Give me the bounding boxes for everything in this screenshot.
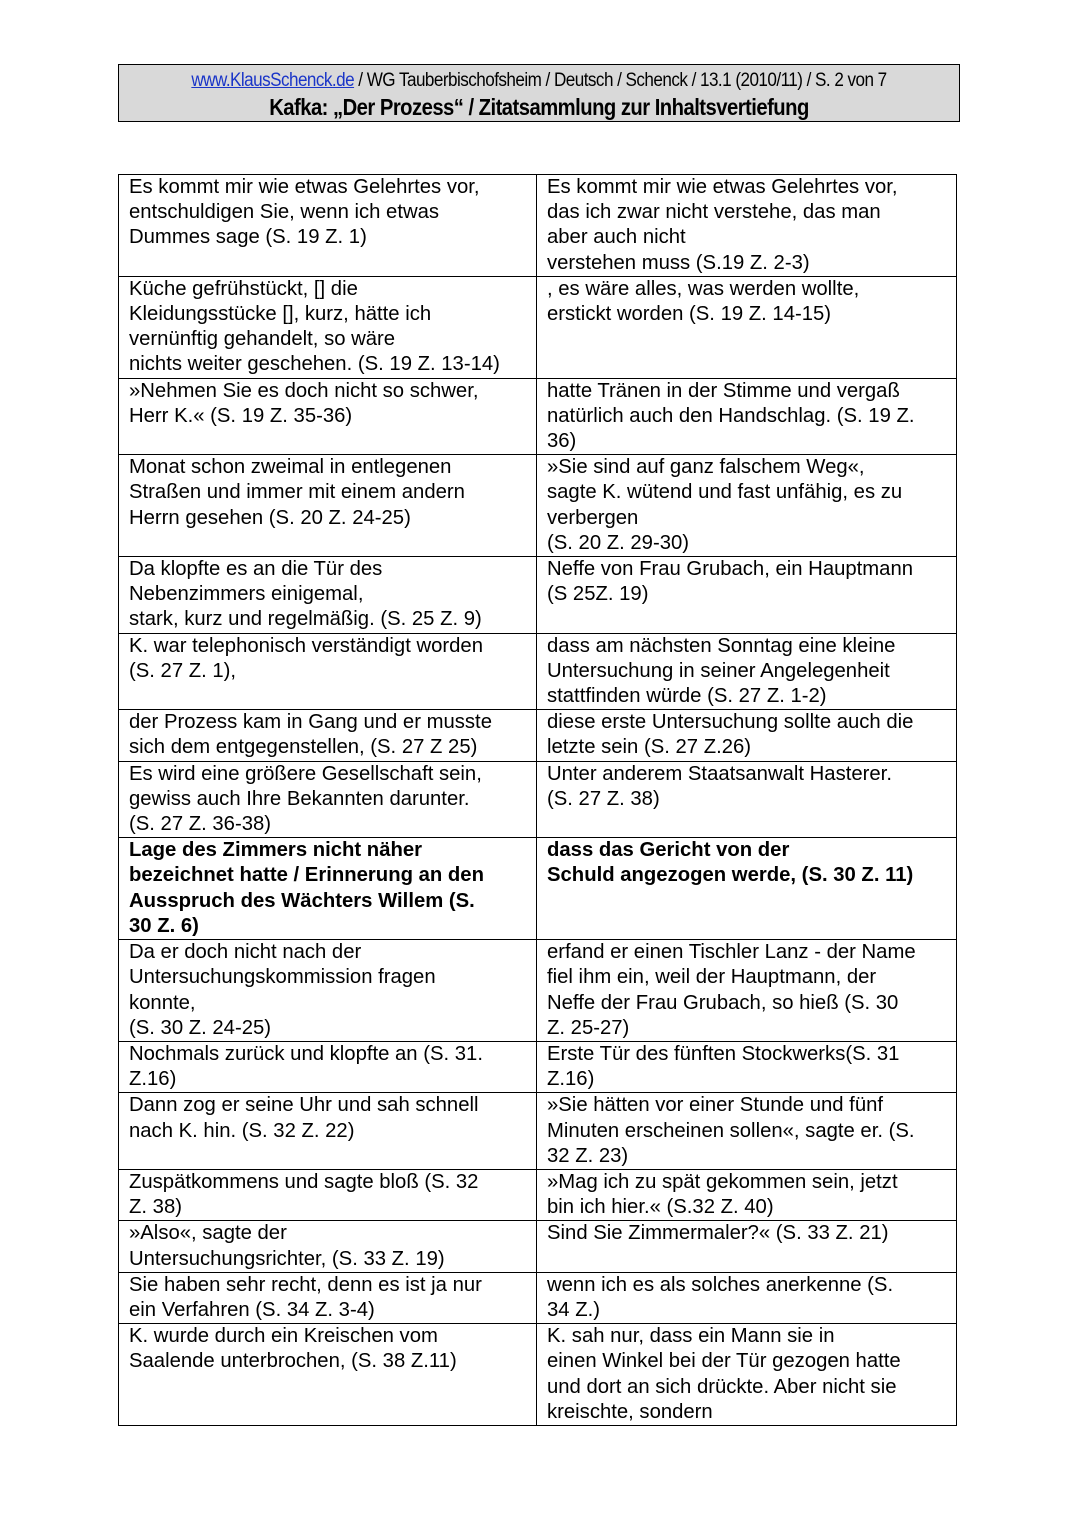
quote-cell-right — [537, 1169, 957, 1220]
quote-text: Es wird eine größere Gesellschaft sein, gewiss auch Ihre Bekannten darunter. (S. 27 Z. 36-38) — [129, 762, 482, 836]
header-course-info: / WG Tauberbischofsheim / Deutsch / Schenck / 13.1 (2010/11) / S. 2 von 7 — [354, 70, 887, 91]
table-row — [119, 838, 957, 940]
quote-cell-left — [119, 633, 537, 710]
quote-cell-left — [119, 1324, 537, 1426]
quote-text: K. wurde durch ein Kreischen vom Saalende unterbrochen, (S. 38 Z.11) — [129, 1325, 457, 1373]
table-row — [119, 1169, 957, 1220]
table-row — [119, 1093, 957, 1170]
quote-text: Es kommt mir wie etwas Gelehrtes vor, das ich zwar nicht verstehe, das man aber auch nicht verstehen muss (S.19 Z. 2-3) — [547, 176, 898, 274]
table-row — [119, 557, 957, 634]
quote-text: Lage des Zimmers nicht näher bezeichnet hatte / Erinnerung an den Ausspruch des Wächters Willem (S. 30 Z. 6) — [129, 839, 484, 937]
quote-text: Erste Tür des fünften Stockwerks(S. 31 Z.16) — [547, 1042, 900, 1091]
quote-text: Zuspätkommens und sagte bloß (S. 32 Z. 38) — [129, 1170, 479, 1219]
quote-text: Sind Sie Zimmermaler?« (S. 33 Z. 21) — [547, 1222, 889, 1245]
quote-cell-right — [537, 175, 957, 277]
quote-text: »Sie sind auf ganz falschem Weg«, sagte K. wütend und fast unfähig, es zu verbergen (S. 20 Z. 29-30) — [547, 456, 903, 554]
quote-cell-right — [537, 633, 957, 710]
quote-cell-left — [119, 710, 537, 761]
quote-cell-left — [119, 838, 537, 940]
quote-cell-left — [119, 455, 537, 557]
table-row — [119, 1221, 957, 1272]
quote-cell-left — [119, 557, 537, 634]
quote-cell-right — [537, 378, 957, 455]
quote-text: Dann zog er seine Uhr und sah schnell nach K. hin. (S. 32 Z. 22) — [129, 1094, 479, 1142]
quote-text: diese erste Untersuchung sollte auch die letzte sein (S. 27 Z.26) — [547, 711, 914, 759]
quote-text: dass das Gericht von der Schuld angezogen werde, (S. 30 Z. 11) — [547, 839, 914, 887]
quote-text: »Mag ich zu spät gekommen sein, jetzt bin ich hier.« (S.32 Z. 40) — [547, 1170, 898, 1219]
quote-text: wenn ich es als solches anerkenne (S. 34 Z.) — [547, 1273, 894, 1321]
table-row — [119, 175, 957, 277]
quote-cell-right — [537, 761, 957, 838]
quote-text: Da er doch nicht nach der Untersuchungskommission fragen konnte, (S. 30 Z. 24-25) — [129, 941, 436, 1039]
table-row — [119, 276, 957, 378]
table-row — [119, 378, 957, 455]
table-row — [119, 633, 957, 710]
quote-cell-right — [537, 557, 957, 634]
table-row — [119, 455, 957, 557]
quote-cell-right — [537, 1093, 957, 1170]
quote-text: »Sie hätten vor einer Stunde und fünf Minuten erscheinen sollen«, sagte er. (S. 32 Z. 23) — [547, 1094, 915, 1167]
quote-text: »Nehmen Sie es doch nicht so schwer, Herr K.« (S. 19 Z. 35-36) — [129, 379, 479, 427]
quote-text: Sie haben sehr recht, denn es ist ja nur ein Verfahren (S. 34 Z. 3-4) — [129, 1273, 482, 1321]
table-row — [119, 1272, 957, 1323]
quote-cell-right — [537, 1221, 957, 1272]
table-row — [119, 940, 957, 1042]
quote-cell-left — [119, 276, 537, 378]
quote-cell-left — [119, 1272, 537, 1323]
quote-cell-left — [119, 1169, 537, 1220]
quote-text: , es wäre alles, was werden wollte, erstickt worden (S. 19 Z. 14-15) — [547, 277, 860, 326]
quote-text: Da klopfte es an die Tür des Nebenzimmers einigemal, stark, kurz und regelmäßig. (S. 25 Z. 9) — [129, 558, 482, 631]
quote-cell-right — [537, 455, 957, 557]
website-link[interactable]: www.KlausSchenck.de — [191, 70, 355, 91]
quote-text: erfand er einen Tischler Lanz - der Name fiel ihm ein, weil der Hauptmann, der Neffe der Frau Grubach, so hieß (S. 30 Z. 25-27) — [547, 941, 916, 1039]
quote-cell-left — [119, 940, 537, 1042]
quote-text: K. sah nur, dass ein Mann sie in einen Winkel bei der Tür gezogen hatte und dort an sich drückte. Aber nicht sie kreischte, sondern — [547, 1325, 901, 1423]
quote-cell-left — [119, 1093, 537, 1170]
quote-cell-left — [119, 1041, 537, 1092]
page-header — [118, 64, 960, 122]
quote-text: der Prozess kam in Gang und er musste sich dem entgegenstellen, (S. 27 Z 25) — [129, 711, 492, 759]
quote-cell-right — [537, 276, 957, 378]
quote-cell-left — [119, 1221, 537, 1272]
quote-text: K. war telephonisch verständigt worden (S. 27 Z. 1), — [129, 634, 483, 682]
table-row — [119, 710, 957, 761]
quote-text: Küche gefrühstückt, [] die Kleidungsstücke [], kurz, hätte ich vernünftig gehandelt, so wäre nichts weiter geschehen. (S. 19 Z. 13-14) — [129, 277, 500, 376]
quote-cell-left — [119, 175, 537, 277]
quote-text: Nochmals zurück und klopfte an (S. 31. Z.16) — [129, 1042, 483, 1091]
quote-cell-right — [537, 940, 957, 1042]
quote-text: »Also«, sagte der Untersuchungsrichter, (S. 33 Z. 19) — [129, 1222, 445, 1270]
quote-text: Monat schon zweimal in entlegenen Straßen und immer mit einem andern Herrn gesehen (S. 20 Z. 24-25) — [129, 456, 465, 529]
quote-cell-right — [537, 1272, 957, 1323]
quote-cell-left — [119, 761, 537, 838]
quote-text: Es kommt mir wie etwas Gelehrtes vor, entschuldigen Sie, wenn ich etwas Dummes sage (S. 19 Z. 1) — [129, 176, 480, 249]
table-row — [119, 1041, 957, 1092]
table-row — [119, 761, 957, 838]
quote-text: dass am nächsten Sonntag eine kleine Untersuchung in seiner Angelegenheit stattfinden würde (S. 27 Z. 1-2) — [547, 634, 896, 708]
quote-cell-right — [537, 1324, 957, 1426]
quote-text: Neffe von Frau Grubach, ein Hauptmann (S 25Z. 19) — [547, 558, 914, 606]
quote-cell-right — [537, 1041, 957, 1092]
header-source-line — [161, 68, 917, 94]
document-title: Kafka: „Der Prozess“ / Zitatsammlung zur Inhaltsvertiefung — [269, 94, 809, 120]
quote-text: Unter anderem Staatsanwalt Hasterer. (S. 27 Z. 38) — [547, 762, 892, 810]
quote-table — [118, 174, 957, 1426]
table-row — [119, 1324, 957, 1426]
quote-cell-right — [537, 838, 957, 940]
quote-cell-left — [119, 378, 537, 455]
quote-text: hatte Tränen in der Stimme und vergaß natürlich auch den Handschlag. (S. 19 Z. 36) — [547, 379, 915, 453]
quote-cell-right — [537, 710, 957, 761]
